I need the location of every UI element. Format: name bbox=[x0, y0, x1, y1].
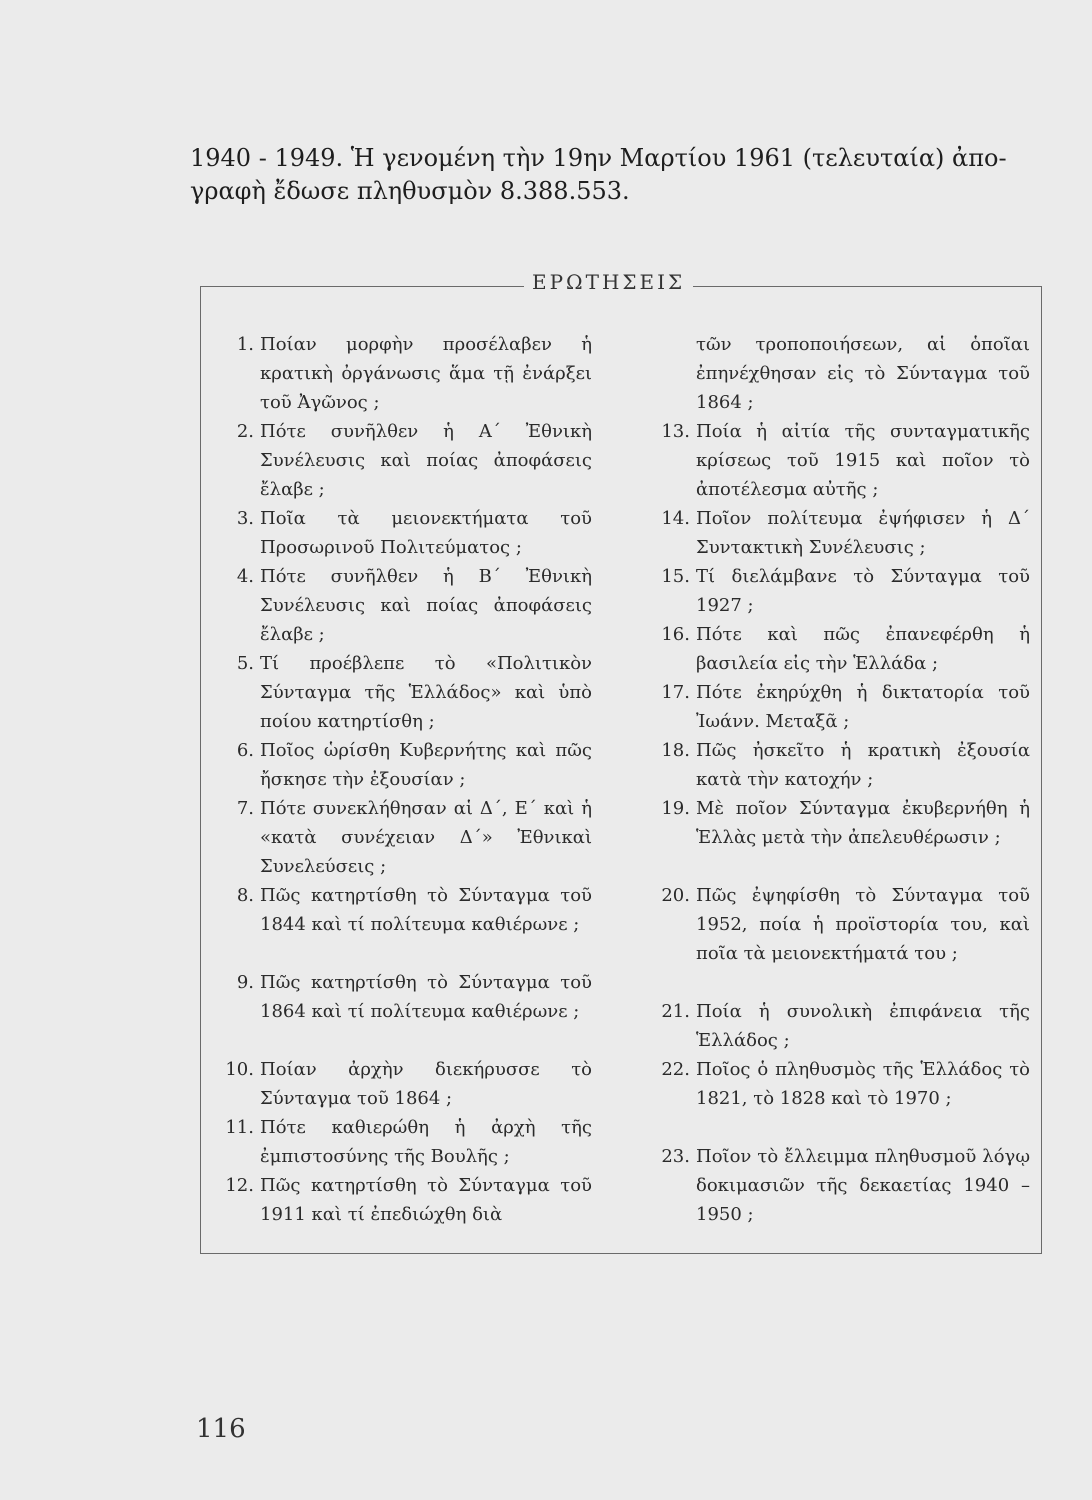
question-item bbox=[212, 881, 592, 968]
question-item bbox=[648, 504, 1030, 562]
question-item bbox=[648, 794, 1030, 881]
question-number: 23. bbox=[661, 1146, 690, 1167]
question-continuation: τῶν τροποποιήσεων, αἱ ὁποῖαι ἐπηνέχθησαν εἰς τὸ Σύνταγμα τοῦ 1864 ; bbox=[696, 334, 1030, 413]
section-title: ΕΡΩΤΗΣΕΙΣ bbox=[524, 270, 693, 294]
question-number: 18. bbox=[661, 740, 690, 761]
question-text: Πότε συνῆλθεν ἡ Β΄ Ἐθνικὴ Συνέλευσις καὶ ποίας ἀποφάσεις ἔλαβε ; bbox=[260, 566, 592, 645]
question-item bbox=[212, 794, 592, 881]
page-number: 116 bbox=[196, 1414, 246, 1444]
question-text: Πῶς κατηρτίσθη τὸ Σύνταγμα τοῦ 1864 καὶ τί πολίτευμα καθιέρωνε ; bbox=[260, 972, 592, 1022]
question-item bbox=[212, 504, 592, 562]
question-text: Πότε καὶ πῶς ἐπανεφέρθη ἡ βασιλεία εἰς τὴν Ἑλλάδα ; bbox=[696, 624, 1030, 674]
question-item bbox=[648, 620, 1030, 678]
question-text: Πότε συνεκλήθησαν αἱ Δ΄, Ε΄ καὶ ἡ «κατὰ συνέχειαν Δ΄» Ἐθνικαὶ Συνελεύσεις ; bbox=[260, 798, 592, 877]
question-number: 20. bbox=[661, 885, 690, 906]
questions-right-column bbox=[648, 330, 1030, 1229]
questions-left-column bbox=[212, 330, 592, 1229]
question-number: 2. bbox=[236, 421, 254, 442]
question-number: 3. bbox=[236, 508, 254, 529]
question-item bbox=[212, 968, 592, 1055]
question-number: 17. bbox=[661, 682, 690, 703]
question-item bbox=[212, 1055, 592, 1113]
question-number: 14. bbox=[661, 508, 690, 529]
question-number: 8. bbox=[236, 885, 254, 906]
question-text: Ποίαν μορφὴν προσέλαβεν ἡ κρατικὴ ὀργάνωσις ἅμα τῇ ἐνάρξει τοῦ Ἀγῶνος ; bbox=[260, 334, 592, 413]
question-text: Ποῖος ὁ πληθυσμὸς τῆς Ἑλλάδος τὸ 1821, τὸ 1828 καὶ τὸ 1970 ; bbox=[696, 1059, 1030, 1109]
question-text: Τί διελάμβανε τὸ Σύνταγμα τοῦ 1927 ; bbox=[696, 566, 1030, 616]
question-number: 13. bbox=[661, 421, 690, 442]
question-item bbox=[212, 736, 592, 794]
question-text: Μὲ ποῖον Σύνταγμα ἐκυβερνήθη ἡ Ἑλλὰς μετὰ τὴν ἀπελευθέρωσιν ; bbox=[696, 798, 1030, 848]
question-number: 22. bbox=[661, 1059, 690, 1080]
question-item bbox=[648, 417, 1030, 504]
question-item bbox=[648, 881, 1030, 997]
question-item bbox=[212, 1171, 592, 1229]
question-number: 6. bbox=[236, 740, 254, 761]
question-text: Ποῖον τὸ ἔλλειμμα πληθυσμοῦ λόγῳ δοκιμασιῶν τῆς δεκαετίας 1940 – 1950 ; bbox=[696, 1146, 1030, 1225]
question-item bbox=[648, 1055, 1030, 1142]
question-number: 1. bbox=[236, 334, 254, 355]
question-item bbox=[212, 330, 592, 417]
question-number: 16. bbox=[661, 624, 690, 645]
question-number: 15. bbox=[661, 566, 690, 587]
question-text: Τί προέβλεπε τὸ «Πολιτικὸν Σύνταγμα τῆς Ἑλλάδος» καὶ ὑπὸ ποίου κατηρτίσθη ; bbox=[260, 653, 592, 732]
question-text: Ποῖον πολίτευμα ἐψήφισεν ἡ Δ΄ Συντακτικὴ Συνέλευσις ; bbox=[696, 508, 1030, 558]
question-item bbox=[648, 736, 1030, 794]
question-item bbox=[212, 649, 592, 736]
question-text: Ποία ἡ αἰτία τῆς συνταγματικῆς κρίσεως τοῦ 1915 καὶ ποῖον τὸ ἀποτέλεσμα αὐτῆς ; bbox=[696, 421, 1030, 500]
question-text: Πότε συνῆλθεν ἡ Α΄ Ἐθνικὴ Συνέλευσις καὶ ποίας ἀποφάσεις ἔλαβε ; bbox=[260, 421, 592, 500]
question-number: 5. bbox=[236, 653, 254, 674]
question-text: Πότε καθιερώθη ἡ ἀρχὴ τῆς ἐμπιστοσύνης τῆς Βουλῆς ; bbox=[260, 1117, 592, 1167]
question-text: Ποίαν ἀρχὴν διεκήρυσσε τὸ Σύνταγμα τοῦ 1864 ; bbox=[260, 1059, 592, 1109]
question-number: 9. bbox=[236, 972, 254, 993]
question-text: Ποῖα τὰ μειονεκτήματα τοῦ Προσωρινοῦ Πολιτεύματος ; bbox=[260, 508, 592, 558]
question-item bbox=[648, 678, 1030, 736]
question-number: 10. bbox=[225, 1059, 254, 1080]
question-text: Ποία ἡ συνολικὴ ἐπιφάνεια τῆς Ἑλλάδος ; bbox=[696, 1001, 1030, 1051]
intro-line-1: 1940 - 1949. Ἡ γενομένη τὴν 19ην Μαρτίου 1961 (τελευταία) ἀπο- bbox=[190, 144, 1007, 172]
question-number: 12. bbox=[225, 1175, 254, 1196]
question-number: 11. bbox=[225, 1117, 254, 1138]
question-item bbox=[648, 997, 1030, 1055]
question-text: Πότε ἐκηρύχθη ἡ δικτατορία τοῦ Ἰωάνν. Μεταξᾶ ; bbox=[696, 682, 1030, 732]
question-item bbox=[648, 562, 1030, 620]
question-item bbox=[212, 417, 592, 504]
question-number: 4. bbox=[236, 566, 254, 587]
question-text: Ποῖος ὡρίσθη Κυβερνήτης καὶ πῶς ἤσκησε τὴν ἐξουσίαν ; bbox=[260, 740, 592, 790]
intro-paragraph bbox=[190, 142, 1040, 208]
question-number: 21. bbox=[661, 1001, 690, 1022]
question-number: 7. bbox=[236, 798, 254, 819]
question-text: Πῶς κατηρτίσθη τὸ Σύνταγμα τοῦ 1911 καὶ τί ἐπεδιώχθη διὰ bbox=[260, 1175, 592, 1225]
question-number: 19. bbox=[661, 798, 690, 819]
question-item bbox=[212, 1113, 592, 1171]
question-item bbox=[212, 562, 592, 649]
intro-line-2: γραφὴ ἔδωσε πληθυσμὸν 8.388.553. bbox=[190, 177, 630, 205]
question-text: Πῶς κατηρτίσθη τὸ Σύνταγμα τοῦ 1844 καὶ τί πολίτευμα καθιέρωνε ; bbox=[260, 885, 592, 935]
question-item bbox=[648, 1142, 1030, 1229]
question-text: Πῶς ἠσκεῖτο ἡ κρατικὴ ἐξουσία κατὰ τὴν κατοχήν ; bbox=[696, 740, 1030, 790]
question-text: Πῶς ἐψηφίσθη τὸ Σύνταγμα τοῦ 1952, ποία ἡ προϊστορία του, καὶ ποῖα τὰ μειονεκτήματά του ; bbox=[696, 885, 1030, 964]
